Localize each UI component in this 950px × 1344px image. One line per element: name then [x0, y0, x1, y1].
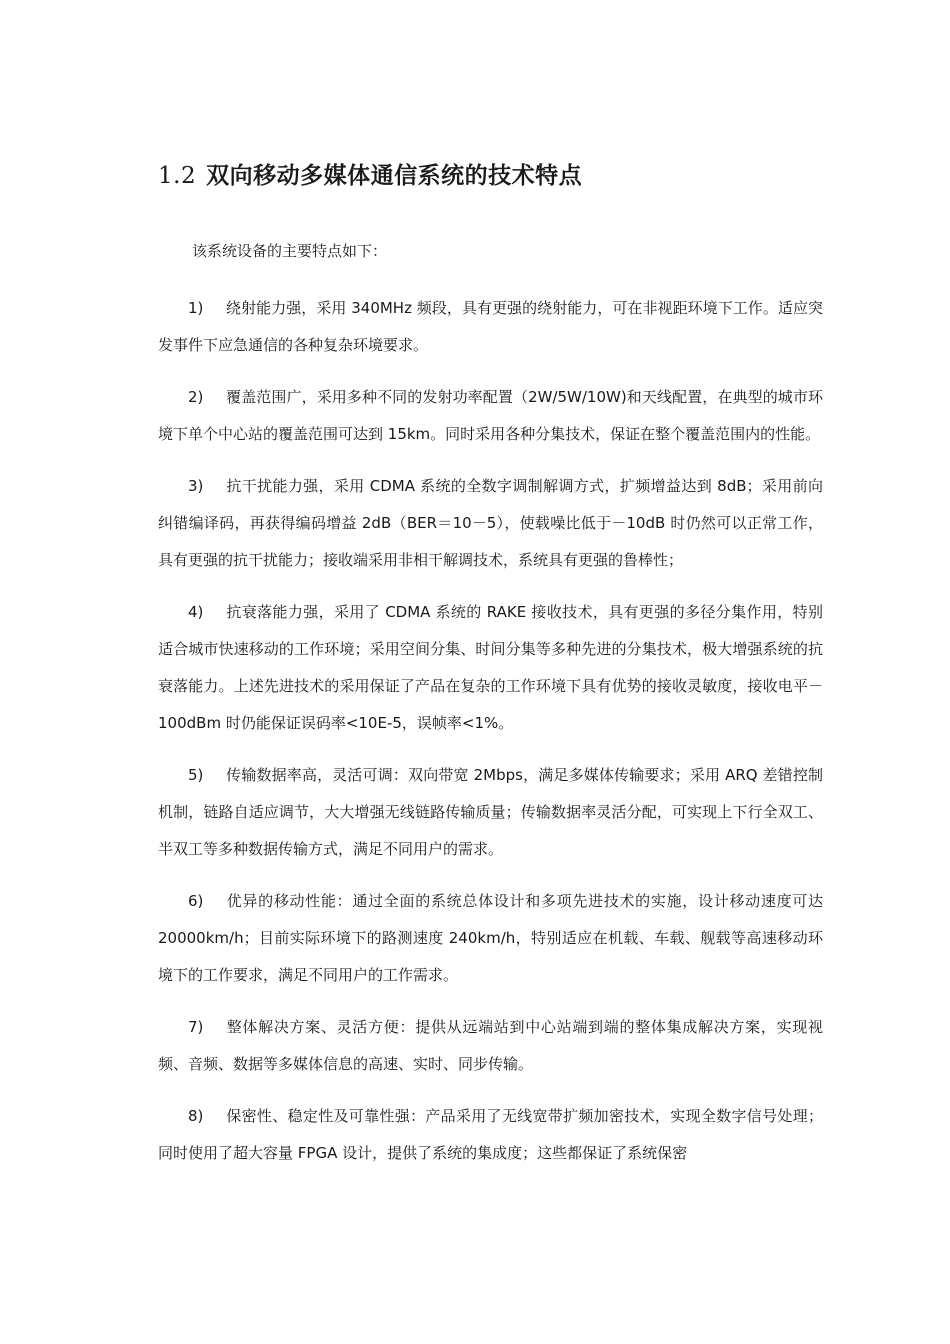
item-text: 传输数据率高，灵活可调：双向带宽 2Mbps，满足多媒体传输要求；采用 ARQ 差错控制机制，链路自适应调节，大大增强无线链路传输质量；传输数据率灵活分配，可实现上下行全双工、半双工等多种数据传输方式，满足不同用户的需求。 — [158, 766, 823, 858]
item-text: 保密性、稳定性及可靠性强：产品采用了无线宽带扩频加密技术，实现全数字信号处理；同时使用了超大容量 FPGA 设计，提供了系统的集成度；这些都保证了系统保密 — [158, 1107, 823, 1162]
item-index: 4) — [188, 603, 204, 621]
feature-item-6 — [158, 883, 823, 994]
item-text: 绕射能力强，采用 340MHz 频段，具有更强的绕射能力，可在非视距环境下工作。适应突发事件下应急通信的各种复杂环境要求。 — [158, 299, 823, 354]
item-index: 8) — [188, 1107, 204, 1125]
item-index: 7) — [188, 1018, 204, 1036]
item-text: 覆盖范围广，采用多种不同的发射功率配置（2W/5W/10W)和天线配置，在典型的城市环境下单个中心站的覆盖范围可达到 15km。同时采用各种分集技术，保证在整个覆盖范围内的性能。 — [158, 388, 823, 443]
item-text: 优异的移动性能：通过全面的系统总体设计和多项先进技术的实施，设计移动速度可达 20000km/h；目前实际环境下的路测速度 240km/h，特别适应在机载、车载、舰载等高速移动环境下的工作要求，满足不同用户的工作需求。 — [158, 892, 823, 984]
feature-item-4 — [158, 594, 823, 742]
feature-item-2 — [158, 379, 823, 453]
intro-paragraph: 该系统设备的主要特点如下： — [192, 242, 388, 260]
feature-item-8 — [158, 1098, 823, 1172]
feature-item-1 — [158, 290, 823, 364]
section-title: 双向移动多媒体通信系统的技术特点 — [206, 163, 583, 189]
item-text: 抗衰落能力强，采用了 CDMA 系统的 RAKE 接收技术，具有更强的多径分集作用，特别适合城市快速移动的工作环境；采用空间分集、时间分集等多种先进的分集技术，极大增强系统的抗衰落能力。上述先进技术的采用保证了产品在复杂的工作环境下具有优势的接收灵敏度，接收电平－100dBm 时仍能保证误码率<10E-5，误帧率<1%。 — [158, 603, 823, 732]
item-text: 整体解决方案、灵活方便：提供从远端站到中心站端到端的整体集成解决方案，实现视频、音频、数据等多媒体信息的高速、实时、同步传输。 — [158, 1018, 823, 1073]
item-index: 5) — [188, 766, 204, 784]
feature-item-3 — [158, 468, 823, 579]
item-index: 3) — [188, 477, 204, 495]
section-number: 1.2 — [158, 163, 197, 189]
feature-item-5 — [158, 757, 823, 868]
item-text: 抗干扰能力强，采用 CDMA 系统的全数字调制解调方式，扩频增益达到 8dB；采用前向纠错编译码，再获得编码增益 2dB（BER＝10－5），使载噪比低于－10dB 时仍然可以正常工作，具有更强的抗干扰能力；接收端采用非相干解调技术，系统具有更强的鲁棒性； — [158, 477, 823, 569]
item-index: 2) — [188, 388, 204, 406]
document-body — [158, 158, 823, 1187]
feature-item-7 — [158, 1009, 823, 1083]
section-heading — [158, 158, 823, 194]
item-index: 6) — [188, 892, 204, 910]
item-index: 1) — [188, 299, 204, 317]
